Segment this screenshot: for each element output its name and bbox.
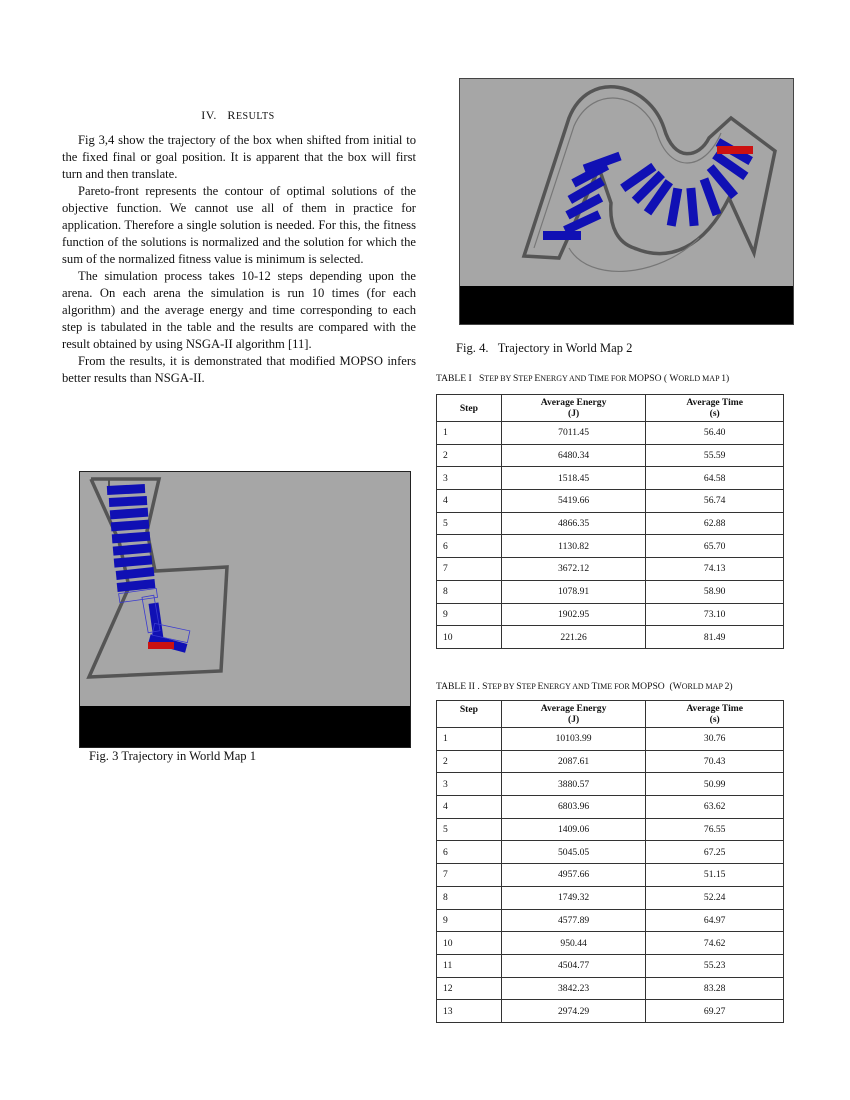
figure3-trajectory-map1: [79, 471, 411, 748]
goal-box: [717, 146, 753, 154]
table-row: [437, 954, 784, 977]
table-row: [437, 909, 784, 932]
header-unit: (s): [709, 714, 720, 725]
caption-part: NERGY AND: [543, 682, 592, 691]
table-row: [437, 886, 784, 909]
cell-step: 9: [437, 909, 502, 932]
table-row: [437, 535, 784, 558]
table-row: [437, 490, 784, 513]
table-row: [437, 728, 784, 751]
arena-border-band: [459, 286, 794, 325]
cell-step: 6: [437, 535, 502, 558]
cell-energy: 1078.91: [501, 580, 646, 603]
table-row: [437, 818, 784, 841]
header-unit: (J): [568, 408, 580, 419]
cell-energy: 4957.66: [501, 864, 646, 887]
section-title-initial: R: [227, 108, 236, 122]
caption-part: TEP: [521, 682, 538, 691]
table-row: [437, 512, 784, 535]
cell-time: 55.23: [646, 954, 784, 977]
table-header-row: [437, 395, 784, 422]
caption-part: TEP BY: [484, 374, 514, 383]
cell-energy: 2087.61: [501, 750, 646, 773]
table-row: [437, 626, 784, 649]
table-row: [437, 467, 784, 490]
cell-energy: 1409.06: [501, 818, 646, 841]
cell-energy: 10103.99: [501, 728, 646, 751]
paragraph: Fig 3,4 show the trajectory of the box when shifted from initial to the fixed final or goal position. It is apparent that the box will first turn and then translate.: [62, 133, 416, 181]
cell-step: 4: [437, 490, 502, 513]
caption-part: IME FOR: [597, 682, 632, 691]
cell-time: 55.59: [646, 444, 784, 467]
cell-step: 3: [437, 773, 502, 796]
caption-part: W: [669, 373, 679, 384]
header-average-energy: [501, 701, 646, 728]
paragraph: From the results, it is demonstrated that modified MOPSO infers better results than NSGA-II.: [62, 354, 416, 385]
table-row: [437, 558, 784, 581]
header-unit: (J): [568, 714, 580, 725]
cell-time: 63.62: [646, 796, 784, 819]
table2-caption: [436, 681, 733, 692]
table-row: [437, 422, 784, 445]
cell-time: 67.25: [646, 841, 784, 864]
cell-energy: 1749.32: [501, 886, 646, 909]
cell-energy: 1518.45: [501, 467, 646, 490]
paragraph: The simulation process takes 10-12 steps depending upon the arena. On each arena the simulation is run 10 times (for each algorithm) and the average energy and time corresponding to each step is tabulated in the table and the results are compared with the result obtained by using NSGA-II algorithm [11].: [62, 269, 416, 351]
table-row: [437, 580, 784, 603]
cell-time: 50.99: [646, 773, 784, 796]
cell-step: 10: [437, 932, 502, 955]
table-row: [437, 841, 784, 864]
caption-part: S: [482, 681, 488, 692]
caption-part: ORLD MAP: [678, 374, 722, 383]
arena-border-band: [79, 706, 411, 748]
cell-step: 1: [437, 422, 502, 445]
cell-step: 1: [437, 728, 502, 751]
cell-time: 56.74: [646, 490, 784, 513]
cell-step: 4: [437, 796, 502, 819]
cell-time: 81.49: [646, 626, 784, 649]
cell-time: 52.24: [646, 886, 784, 909]
header-step: Step: [437, 701, 502, 728]
caption-part: W: [672, 681, 682, 692]
table-row: [437, 773, 784, 796]
figure3-caption: Fig. 3 Trajectory in World Map 1: [89, 749, 257, 763]
caption-part: E: [537, 681, 544, 692]
cell-energy: 4866.35: [501, 512, 646, 535]
goal-box: [148, 642, 174, 649]
header-label: Average Energy: [540, 397, 607, 408]
cell-time: 74.62: [646, 932, 784, 955]
cell-energy: 6480.34: [501, 444, 646, 467]
cell-step: 6: [437, 841, 502, 864]
table-row: [437, 1000, 784, 1023]
caption-part: ORLD MAP: [681, 682, 725, 691]
caption-part: NERGY AND: [540, 374, 589, 383]
cell-time: 30.76: [646, 728, 784, 751]
cell-energy: 5419.66: [501, 490, 646, 513]
cell-time: 64.97: [646, 909, 784, 932]
header-label: Average Time: [686, 397, 744, 408]
caption-part: IME FOR: [594, 374, 629, 383]
caption-part: S: [516, 681, 522, 692]
cell-time: 69.27: [646, 1000, 784, 1023]
table-label: TABLE II .: [436, 681, 480, 692]
caption-part: 1): [721, 373, 730, 384]
caption-part: (: [669, 681, 673, 692]
caption-part: MOPSO: [628, 373, 662, 384]
cell-energy: 4577.89: [501, 909, 646, 932]
figure4-caption: Fig. 4. Trajectory in World Map 2: [456, 341, 633, 355]
cell-step: 7: [437, 558, 502, 581]
caption-part: MOPSO: [631, 681, 665, 692]
cell-step: 7: [437, 864, 502, 887]
cell-time: 51.15: [646, 864, 784, 887]
header-step: Step: [437, 395, 502, 422]
table-row: [437, 796, 784, 819]
header-label: Average Time: [686, 703, 744, 714]
caption-part: T: [588, 373, 595, 384]
table-row: [437, 977, 784, 1000]
cell-step: 8: [437, 580, 502, 603]
cell-step: 11: [437, 954, 502, 977]
header-average-time: [646, 395, 784, 422]
cell-time: 70.43: [646, 750, 784, 773]
cell-energy: 2974.29: [501, 1000, 646, 1023]
caption-part: (: [663, 373, 670, 384]
cell-time: 64.58: [646, 467, 784, 490]
cell-energy: 950.44: [501, 932, 646, 955]
cell-energy: 7011.45: [501, 422, 646, 445]
cell-step: 3: [437, 467, 502, 490]
cell-time: 65.70: [646, 535, 784, 558]
cell-time: 74.13: [646, 558, 784, 581]
caption-part: S: [478, 373, 485, 384]
paragraph: Pareto-front represents the contour of optimal solutions of the objective function. We cannot use all of them in practice for application. Therefore a single solution is needed. For this, the fitness function of the solutions is normalized and the solution for which the sum of the normalized fitness value is minimum is selected.: [62, 184, 416, 266]
header-label: Average Energy: [540, 703, 607, 714]
cell-time: 83.28: [646, 977, 784, 1000]
figure4-trajectory-map2: [459, 78, 794, 325]
table-row: [437, 444, 784, 467]
caption-part: T: [591, 681, 598, 692]
cell-energy: 3880.57: [501, 773, 646, 796]
table-label: TABLE I: [436, 373, 472, 384]
cell-time: 56.40: [646, 422, 784, 445]
caption-part: E: [534, 373, 541, 384]
caption-part: TEP: [518, 374, 535, 383]
cell-energy: 4504.77: [501, 954, 646, 977]
cell-energy: 1902.95: [501, 603, 646, 626]
cell-time: 76.55: [646, 818, 784, 841]
table-row: [437, 864, 784, 887]
section-heading: [62, 108, 414, 123]
table1-energy-time-map1: [436, 394, 784, 649]
cell-energy: 1130.82: [501, 535, 646, 558]
cell-step: 13: [437, 1000, 502, 1023]
cell-step: 2: [437, 750, 502, 773]
cell-step: 5: [437, 818, 502, 841]
cell-step: 2: [437, 444, 502, 467]
results-body-text: [62, 132, 416, 387]
cell-step: 5: [437, 512, 502, 535]
header-average-time: [646, 701, 784, 728]
robot-box: [543, 231, 581, 240]
cell-energy: 3842.23: [501, 977, 646, 1000]
table-row: [437, 932, 784, 955]
caption-part: TEP BY: [487, 682, 517, 691]
table-row: [437, 603, 784, 626]
table-row: [437, 750, 784, 773]
cell-energy: 3672.12: [501, 558, 646, 581]
cell-energy: 6803.96: [501, 796, 646, 819]
table-header-row: [437, 701, 784, 728]
cell-step: 9: [437, 603, 502, 626]
cell-time: 73.10: [646, 603, 784, 626]
cell-energy: 221.26: [501, 626, 646, 649]
caption-part: 2): [724, 681, 733, 692]
cell-step: 10: [437, 626, 502, 649]
header-unit: (s): [709, 408, 720, 419]
cell-step: 8: [437, 886, 502, 909]
section-title-rest: ESULTS: [235, 111, 275, 122]
cell-energy: 5045.05: [501, 841, 646, 864]
cell-step: 12: [437, 977, 502, 1000]
caption-part: S: [513, 373, 519, 384]
table2-energy-time-map2: [436, 700, 784, 1023]
table1-caption: [436, 373, 729, 384]
cell-time: 62.88: [646, 512, 784, 535]
header-average-energy: [501, 395, 646, 422]
section-numeral: IV.: [201, 108, 217, 122]
cell-time: 58.90: [646, 580, 784, 603]
